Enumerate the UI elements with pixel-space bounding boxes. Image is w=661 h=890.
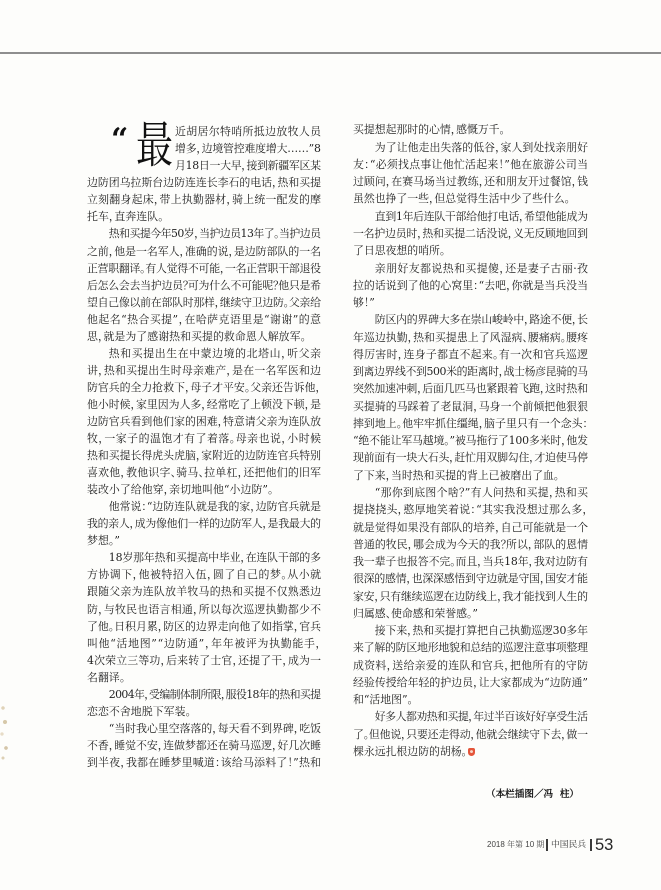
header-rule: [0, 52, 661, 54]
text-line: [87, 652, 321, 669]
text-line: [87, 260, 321, 277]
text-line-content: 为了让他走出失落的低谷，家人到处找亲朋好: [374, 140, 589, 154]
text-line: [87, 737, 321, 754]
text-line-content: 讲，热和买提出生时母亲难产，是在一名军医和边: [87, 363, 322, 377]
text-line: [87, 754, 321, 771]
text-line: [87, 379, 321, 396]
paragraph: [353, 260, 588, 312]
text-line: [353, 346, 588, 363]
text-line: [353, 708, 588, 725]
text-line: [87, 566, 321, 583]
footer-divider: [546, 839, 548, 851]
text-line: [353, 691, 588, 708]
text-line-content: 突然加速冲刺，后面几匹马也紧跟着飞跑，这时热和: [353, 382, 588, 396]
text-line-content: 到离边界线不到500米的距离时，战士杨彦昆骑的马: [353, 365, 588, 379]
text-line-content: 边防团乌拉斯台边防连连长李石的电话，热和买提: [87, 176, 321, 190]
text-line-content: 望自己像以前在部队时那样，继续守卫边防。父亲给: [87, 295, 321, 309]
text-line-content: 来了解的防区地形地貌和总结的巡逻注意事项整理: [353, 641, 588, 655]
text-line: [87, 601, 321, 618]
paragraph: [353, 139, 588, 208]
text-line-content: 叫他“活地图”“边防通”，年年被评为执勤能手，: [87, 636, 322, 650]
text-line: [353, 329, 588, 346]
text-line: [87, 549, 321, 566]
text-line: [87, 413, 321, 430]
text-line: [87, 311, 321, 328]
text-line-content: 防，与牧民也语言相通，所以每次巡逻执勤都少不: [87, 602, 322, 616]
text-line: [353, 501, 588, 518]
text-line-content: 立刻翻身起床，带上执勤器材，骑上统一配发的摩: [87, 193, 322, 207]
text-line-content: “绝不能让军马越境。”被马拖行了100多米时，他发: [353, 434, 588, 448]
text-line-content: 正营职翻译。有人觉得不可能，一名正营职干部退役: [87, 261, 321, 275]
text-line: [353, 519, 588, 536]
text-line: [87, 243, 321, 260]
text-line-content: 了日思夜想的哨所。: [353, 244, 446, 258]
text-line: [87, 362, 321, 379]
text-line-content: “那你到底图个啥？”有人问热和买提，热和买: [374, 485, 589, 499]
illustration-edge-bleed: [0, 700, 9, 764]
paragraph: [87, 498, 321, 549]
text-line-content: 过顾问，在赛马场当过教练，还和朋友开过餐馆，钱: [353, 175, 589, 189]
text-line: [353, 208, 588, 225]
text-line-content: 了他。日积月累，防区的边界走向他了如指掌，官兵: [87, 619, 321, 633]
text-line: [353, 363, 588, 380]
text-line-content: 增多，边境管控难度增大……”8: [175, 142, 321, 156]
text-line: [353, 743, 588, 760]
text-line: [87, 294, 321, 311]
text-line-content: 牧，一家子的温饱才有了着落。母亲也说，小时候: [87, 432, 322, 446]
text-line: [353, 622, 588, 639]
text-line-content: 热和买提今年50岁，当护边员13年了。当护边员: [108, 227, 321, 241]
text-line-content: 归属感、使命感和荣誉感。”: [353, 606, 478, 620]
text-line-content: 成资料，送给亲爱的连队和官兵，把他所有的守防: [353, 658, 589, 672]
illustration-credit: （本栏插图／冯 柱）: [486, 789, 580, 800]
text-line: [87, 635, 321, 652]
text-line-content: 他小时候，家里因为人多，经常吃了上顿没下顿，是: [87, 397, 321, 411]
text-line: [87, 583, 321, 600]
text-line-content: 名翻译。: [87, 670, 126, 684]
text-line-content: 方协调下，他被特招入伍，圆了自己的梦。从小就: [87, 568, 322, 582]
paragraph: [353, 622, 588, 708]
text-line-content: 跟随父亲为连队放羊牧马的热和买提不仅熟悉边: [87, 585, 322, 599]
text-line-content: 2004年，受编制体制所限，服役18年的热和买提: [108, 687, 321, 701]
text-line-content: 18岁那年热和买提高中毕业，在连队干部的多: [108, 551, 321, 565]
text-line: [353, 121, 588, 138]
page-number: 53: [595, 836, 614, 854]
text-line: [353, 415, 588, 432]
text-line: [353, 553, 588, 570]
text-line: [353, 173, 588, 190]
text-line: [87, 345, 321, 362]
text-line-content: 一名护边员时，热和买提二话没说，义无反顾地回到: [353, 226, 588, 240]
text-line-content: 摔到地上。他牢牢抓住缰绳，脑子里只有一个念头：: [353, 416, 589, 430]
article-column-right: [353, 121, 588, 760]
text-line-content: 到半夜，我都在睡梦里喊道：该给马添料了！”热和: [87, 755, 322, 769]
text-line-content: 买提骑的马踩着了老鼠洞，马身一个前倾把他狠狠: [353, 399, 589, 413]
text-line: [353, 639, 588, 656]
issue-label: 2018 年第 10 期: [487, 840, 545, 849]
text-line-content: 虽然也挣了一些，但总觉得生活中少了些什么。: [353, 192, 571, 206]
text-line-content: 他起名“热合买提”，在哈萨克语里是“谢谢”的意: [87, 312, 322, 326]
text-line-content: 之前，他是一名军人，准确的说，是边防部队的一名: [87, 244, 321, 258]
drop-cap-character: 最: [136, 117, 173, 175]
text-line-content: 友：“必须找点事让他忙活起来！”他在旅游公司当: [353, 157, 589, 171]
text-line-content: 装改小了给他穿，亲切地叫他“小边防”。: [87, 483, 274, 497]
text-line: [87, 515, 321, 532]
paragraph: [87, 345, 321, 498]
text-line: [353, 432, 588, 449]
text-line: [353, 190, 588, 207]
text-line: [353, 467, 588, 484]
text-line: [353, 260, 588, 277]
text-line-content: 棵永远扎根边防的胡杨。: [353, 744, 467, 758]
paragraph: [353, 484, 588, 622]
text-line: [87, 532, 321, 549]
text-line-content: 够！”: [353, 296, 375, 310]
text-line: [353, 588, 588, 605]
text-line: [87, 191, 321, 208]
text-line: [353, 570, 588, 587]
text-line-content: 提挠挠头，憨厚地笑着说：“其实我没想过那么多，: [353, 503, 589, 517]
paragraph: [87, 549, 321, 685]
text-line: [353, 674, 588, 691]
text-line-content: 接下来，热和买提打算把自己执勤巡逻30多年: [374, 624, 588, 638]
text-line: [353, 294, 588, 311]
text-line: [87, 225, 321, 242]
text-line: [353, 657, 588, 674]
text-line-content: 思，就是为了感谢热和买提的救命恩人解放军。: [87, 329, 307, 343]
text-line-content: 他常说：“边防连队就是我的家，边防官兵就是: [108, 500, 321, 514]
text-line: [87, 464, 321, 481]
text-line: [87, 481, 321, 498]
text-line-content: 月18日一大早，接到新疆军区某: [175, 159, 321, 173]
text-line-content: 经验传授给年轻的护边员，让大家都成为“边防通”: [353, 675, 589, 689]
text-line-content: 好多人都劝热和买提，年过半百该好好享受生活: [374, 710, 588, 724]
paragraph: [87, 686, 321, 720]
paragraph: [353, 208, 588, 260]
text-line-content: 我的亲人，成为像他们一样的边防军人，是我最大的: [87, 517, 321, 531]
text-line: [87, 174, 321, 191]
text-line: [87, 669, 321, 686]
drop-cap-quote-mark: “: [111, 122, 129, 158]
text-line-content: 不香，睡觉不安，连做梦都还在骑马巡逻，好几次睡: [87, 738, 321, 752]
text-line: [353, 277, 588, 294]
text-line: [87, 686, 321, 703]
text-line-content: 恋恋不舍地脱下军装。: [87, 704, 192, 718]
text-line-content: 热和买提长得虎头虎脑，家附近的边防连官兵特别: [87, 449, 321, 463]
text-line: [87, 396, 321, 413]
text-line: [353, 242, 588, 259]
text-line-content: 4次荣立三等功，后来转了士官，还提了干，成为一: [87, 653, 322, 667]
text-line-content: 边防官兵看到他们家的困难，特意请父亲为连队放: [87, 414, 321, 428]
text-line-content: 现前面有一块大石头，赶忙用双脚勾住，才迫使马停: [353, 451, 588, 465]
text-line: [87, 618, 321, 635]
text-line-content: 喜欢他，教他识字、骑马、拉单杠，还把他们的旧军: [87, 466, 322, 480]
text-line: [353, 536, 588, 553]
paragraph: [353, 708, 588, 760]
text-line-content: 得厉害时，连身子都直不起来。有一次和官兵巡逻: [353, 347, 589, 361]
text-line: [87, 277, 321, 294]
text-line-content: 防官兵的全力抢救下，母子才平安。父亲还告诉他，: [87, 380, 321, 394]
text-line-content: 买提想起那时的心情，感慨万千。: [353, 123, 505, 137]
text-line-content: 托车，直奔连队。: [87, 210, 164, 224]
text-line-content: 防区内的界碑大多在崇山峻岭中，路途不便，长: [374, 313, 588, 327]
end-mark-icon: [468, 748, 475, 756]
article-text-flow: [87, 117, 322, 771]
text-line: [353, 449, 588, 466]
text-line: [353, 311, 588, 328]
magazine-name: 中国民兵: [551, 839, 587, 850]
text-line: [87, 703, 321, 720]
text-line-content: 了。但他说，只要还走得动，他就会继续守下去，做一: [353, 727, 588, 741]
text-line: [353, 484, 588, 501]
paragraph: [87, 720, 321, 771]
text-line: [87, 720, 321, 737]
text-line: [353, 139, 588, 156]
text-line-content: 普通的牧民，哪会成为今天的我？所以，部队的恩情: [353, 537, 589, 551]
text-line-content: 年巡边执勤，热和买提患上了风湿病、腰痛病。腰疼: [353, 330, 589, 344]
paragraph: [353, 311, 588, 484]
text-line: [353, 398, 588, 415]
text-line-content: 热和买提出生在中蒙边境的北塔山，听父亲: [108, 346, 322, 360]
text-line-content: “当时我心里空落落的，每天看不到界碑，吃饭: [108, 721, 321, 735]
text-line: [353, 605, 588, 622]
text-line: [353, 156, 588, 173]
text-line-content: 很深的感情，也深深感悟到守边就是守国，国安才能: [353, 572, 588, 586]
footer-divider: [590, 839, 592, 851]
paragraph: [353, 121, 588, 138]
text-line-content: 就是觉得如果没有部队的培养，自己可能就是一个: [353, 520, 589, 534]
text-line-content: 拉的话说到了他的心窝里：“去吧，你就是当兵没当: [353, 278, 589, 292]
text-line: [353, 225, 588, 242]
drop-cap: [87, 117, 173, 175]
text-line: [87, 328, 321, 345]
text-line: [87, 430, 321, 447]
article-column-left: [87, 117, 322, 771]
text-line-content: 家安，只有继续巡逻在边防线上，我才能找到人生的: [353, 589, 588, 603]
text-line: [353, 380, 588, 397]
article-text-flow: [353, 121, 588, 760]
text-line: [87, 447, 321, 464]
text-line-content: 梦想。”: [87, 534, 121, 548]
text-line-content: 我一辈子也报答不完。而且，当兵18年，我对边防有: [353, 555, 588, 569]
text-line-content: 直到1年后连队干部给他打电话，希望他能成为: [374, 209, 588, 223]
text-line-content: 后怎么会去当护边员？可为什么不可能呢？他只是希: [87, 278, 321, 292]
text-line-content: 近胡居尔特哨所抵边放牧人员: [175, 125, 322, 139]
text-line: [87, 498, 321, 515]
paragraph: [87, 225, 321, 344]
text-line-content: 和“活地图”。: [353, 693, 413, 707]
text-line: [353, 726, 588, 743]
text-line-content: 了下来，当时热和买提的背上已被磨出了血。: [353, 468, 560, 482]
text-line: [87, 208, 321, 225]
text-line-content: 亲朋好友都说热和买提傻，还是妻子古丽·孜: [374, 261, 589, 275]
